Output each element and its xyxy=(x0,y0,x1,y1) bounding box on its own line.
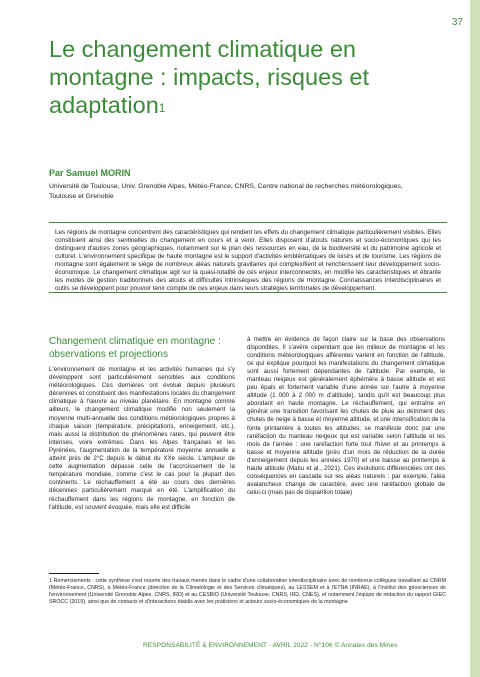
footnote: 1 Remerciements : cette synthèse s'est nourrie des travaux menés dans le cadre d'une collaboration interdisciplinaire avec de nombreux collègues travaillant au CNRM (Météo-France, CNRS), à Météo-France (direction de la Climatologie et des Services climatiques), au LESSEM et à l'ETNA (INRAE), à l'Institut des géosciences de l'environnement (Université Grenoble Alpes, CNRS, IRD) et au CESBIO (Université Toulouse, CNRS, IRD, CNES), et notamment l'équipe de rédaction du rapport GIEC SROCC (2019), ainsi que de contacts et d'interactions établis avec les praticiens et acteurs socio-économiques de la montagne. xyxy=(49,578,446,605)
abstract-text: Les régions de montagne concentrent des caractéristiques qui rendent les effets du changement climatique particulièrement visibles. Elles constituent ainsi des sentinelles du changement en cours et à venir. Elles disposent d'atouts naturels et socio-économiques qui les distinguent d'autres zones géographiques, notamment sur le plan des ressources en eau, de la biodiversité et du patrimoine agricole et culturel. L'environnement spécifique de haute montagne est le support d'activités emblématiques de loisirs et de tourisme. Les régions de montagne sont également le siège de nombreux aléas naturels gravitaires qui complexifient et renchérissent leur développement socio-économique. Le changement climatique agit sur la quasi-totalité de ces enjeux interconnectés, en modifie les caractéristiques et ébranle les modes de gestion traditionnels des atouts et difficultés intrinsèques des régions de montagne. Connaissances interdisciplinaires et outils se développent pour pouvoir tenir compte de ces enjeux dans leurs stratégies territoriales de développement. xyxy=(55,229,441,293)
right-column xyxy=(247,336,445,497)
author: Par Samuel MORIN xyxy=(49,168,131,178)
section-heading: Changement climatique en montagne : observations et projections xyxy=(49,336,221,360)
footnote-divider xyxy=(49,573,99,574)
abstract-box xyxy=(49,222,447,293)
article-title xyxy=(49,35,429,119)
left-column xyxy=(49,336,235,512)
author-affiliation: Université de Toulouse, Univ. Grenoble Alpes, Météo-France, CNRS, Centre national de recherches météorologiques, Toulouse et Grenoble xyxy=(49,183,403,200)
page-number: 37 xyxy=(451,17,463,28)
left-column-text: L'environnement de montagne et les activités humaines qui s'y développent sont particulièrement sensibles aux conditions météorologiques. Ces dernières ont évolué depuis plusieurs décennies et constituent des manifestations locales du changement climatique à l'œuvre au niveau planétaire. En montagne comme ailleurs, le changement climatique modifie non seulement la moyenne multi-annuelle des conditions météorologiques propres à chaque saison (température, précipitations, enneigement, etc.), mais aussi la distribution de phénomènes rares, qui peuvent être intenses, voire extrêmes. Dans les Alpes françaises et les Pyrénées, l'augmentation de la température moyenne annuelle a atteint près de 2°C depuis le début du XXe siècle. L'ampleur de cette augmentation dépasse celle de l'accroissement de la température mondiale, comme c'est le cas pour la plupart des continents. Le réchauffement a été au cours des dernières décennies particulièrement marqué en été. L'amplification du réchauffement dans les régions de montagne, en fonction de l'altitude, est souvent évoquée, mais elle est difficile xyxy=(49,366,235,511)
title-text: Le changement climatique en montagne : impacts, risques et adaptation xyxy=(49,36,370,118)
page-edge-bar xyxy=(470,0,480,677)
right-column-text: à mettre en évidence de façon claire sur la base des observations disponibles. Il s'avère cependant que les milieux de montagne et les conditions météorologiques afférentes varient en fonction de l'altitude, ce qui explique pourquoi les manifestations du changement climatique sont aussi fortement dépendantes de l'altitude. Par exemple, le manteau neigeux est généralement éphémère à basse altitude et est peu épais et fortement variable d'une année sur l'autre à moyenne altitude (1 000 à 2 000 m d'altitude), tandis qu'il est beaucoup plus abondant en haute montagne. Le réchauffement, qui entraîne en général une transition favorisant les chutes de pluie au détriment des chutes de neige à basse et moyenne altitude, et une intensification de la fonte printanière à toutes les altitudes, se manifeste donc par une raréfaction du manteau neigeux qui est variable selon l'altitude et les mois de l'année : une raréfaction forte tout l'hiver et au printemps à basse et moyenne altitude (près d'un mois de réduction de la durée d'enneigement depuis les années 1970) et une baisse au printemps à haute altitude (Matiu et al., 2021). Ces évolutions différenciées ont des conséquences en cascade sur les aléas naturels : par exemple, l'aléa avalancheux change de caractère, avec une raréfaction globale de celui-ci (mais pas de disparition totale) xyxy=(247,336,445,496)
title-footnote-marker: 1 xyxy=(158,101,166,115)
page-footer: RESPONSABILITÉ & ENVIRONNEMENT - AVRIL 2022 - N°106 © Annales des Mines xyxy=(143,642,398,649)
